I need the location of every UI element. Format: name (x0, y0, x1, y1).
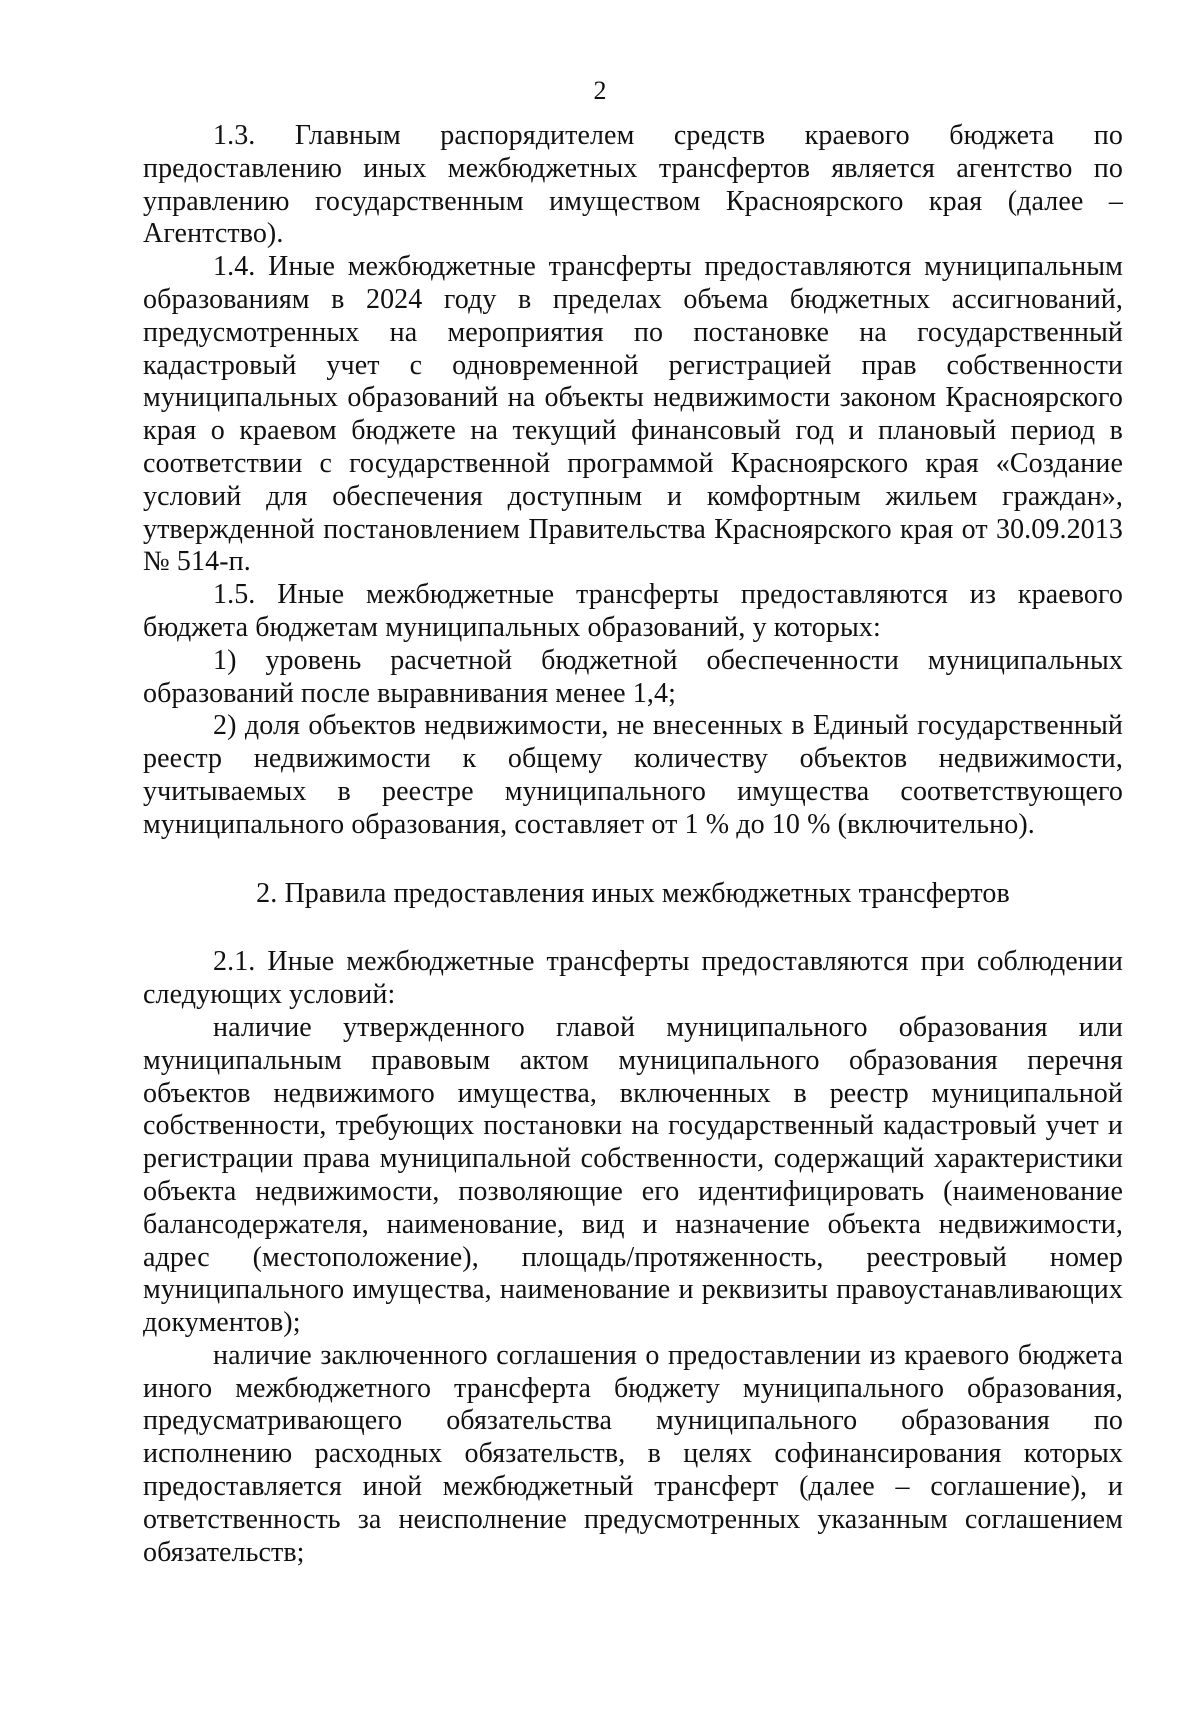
paragraph-1-4: 1.4. Иные межбюджетные трансферты предоставляются муниципальным образованиям в 2024 году в пределах объема бюджетных ассигнований, предусмотренных на мероприятия по постановке на государственный кадастровый учет с одновременной регистрацией прав собственности муниципальных образований на объекты недвижимости законом Красноярского края о краевом бюджете на текущий финансовый год и плановый период в соответствии с государственной программой Красноярского края «Создание условий для обеспечения доступным и комфортным жильем граждан», утвержденной постановлением Правительства Красноярского края от 30.09.2013 № 514-п. (143, 251, 1123, 578)
paragraph-2-1-condition-1: наличие утвержденного главой муниципального образования или муниципальным правовым актом муниципального образования перечня объектов недвижимого имущества, включенных в реестр муниципальной собственности, требующих постановки на государственный кадастровый учет и регистрации права муниципальной собственности, содержащий характеристики объекта недвижимости, позволяющие его идентифицировать (наименование балансодержателя, наименование, вид и назначение объекта недвижимости, адрес (местоположение), площадь/протяженность, реестровый номер муниципального имущества, наименование и реквизиты правоустанавливающих документов); (143, 1011, 1123, 1339)
page-number: 2 (593, 76, 607, 105)
paragraph-1-5-item-2: 2) доля объектов недвижимости, не внесенных в Единый государственный реестр недвижимости к общему количеству объектов недвижимости, учитываемых в реестре муниципального имущества соответствующего муниципального образования, составляет от 1 % до 10 % (включительно). (143, 710, 1123, 840)
document-body (143, 120, 1123, 1569)
paragraph-1-5: 1.5. Иные межбюджетные трансферты предоставляются из краевого бюджета бюджетам муниципальных образований, у которых: (143, 579, 1123, 643)
paragraph-2-1: 2.1. Иные межбюджетные трансферты предоставляются при соблюдении следующих условий: (143, 946, 1123, 1011)
paragraph-1-3: 1.3. Главным распорядителем средств краевого бюджета по предоставлению иных межбюджетных трансфертов является агентство по управлению государственным имуществом Красноярского края (далее – Агентство). (143, 120, 1123, 250)
paragraph-1-5-item-1: 1) уровень расчетной бюджетной обеспеченности муниципальных образований после выравнивания менее 1,4; (143, 644, 1123, 709)
section-2-heading: 2. Правила предоставления иных межбюджетных трансфертов (256, 877, 1010, 909)
paragraph-2-1-condition-2: наличие заключенного соглашения о предоставлении из краевого бюджета иного межбюджетного трансферта бюджету муниципального образования, предусматривающего обязательства муниципального образования по исполнению расходных обязательств, в целях софинансирования которых предоставляется иной межбюджетный трансферт (далее – соглашение), и ответственность за неисполнение предусмотренных указанным соглашением обязательств; (143, 1339, 1123, 1568)
